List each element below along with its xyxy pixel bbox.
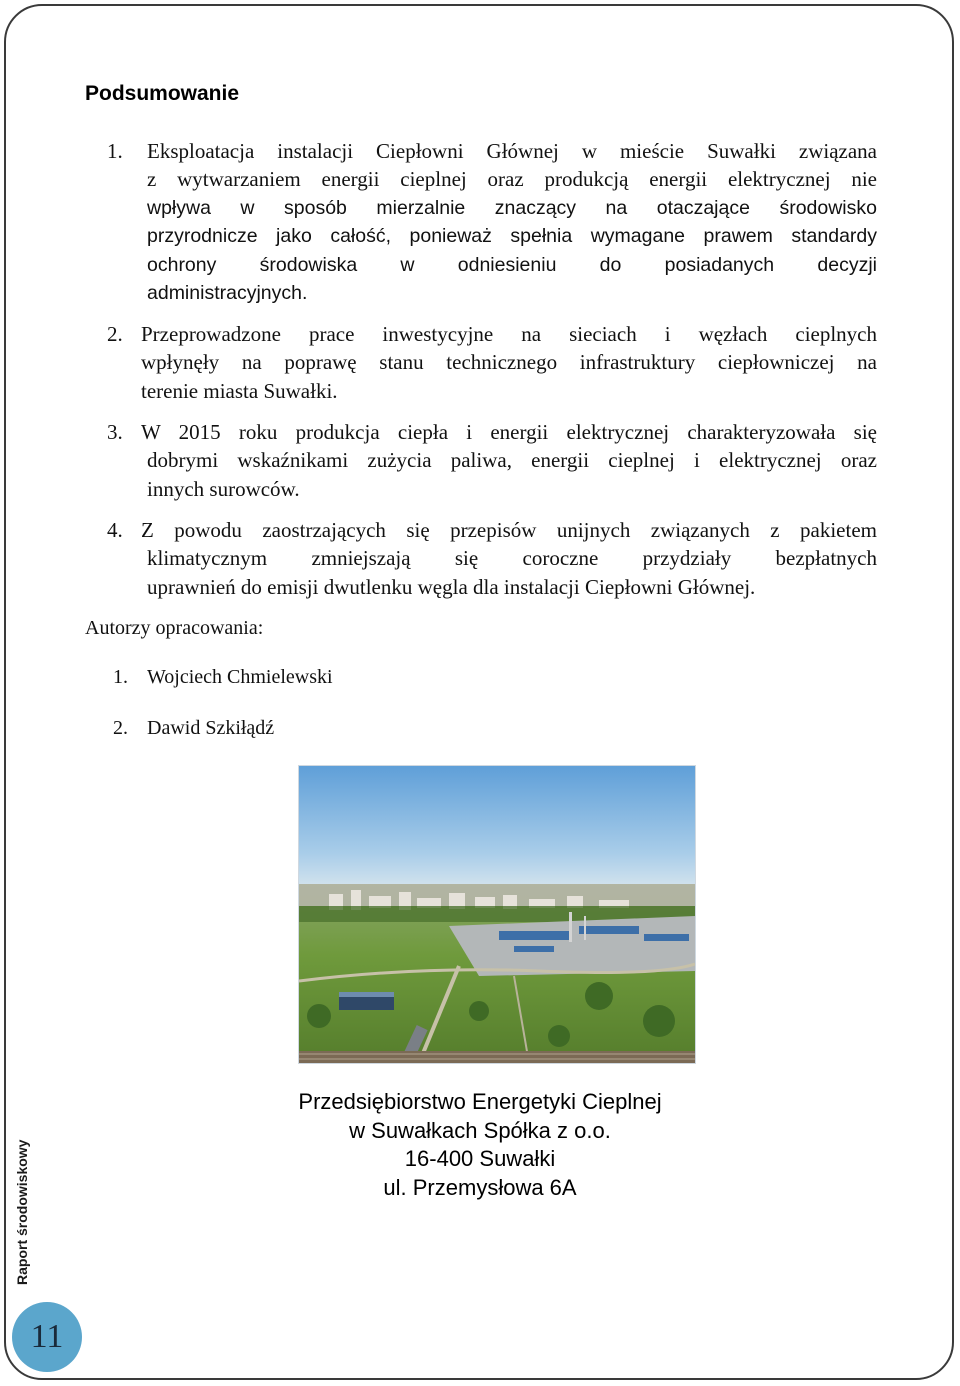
summary-item-3 <box>107 418 877 504</box>
company-address <box>230 1088 730 1202</box>
page-number-badge <box>12 1302 82 1372</box>
summary-item-1 <box>107 137 877 309</box>
item-number: 1. <box>107 139 123 163</box>
aerial-photo-illustration <box>299 766 695 1063</box>
item-line: z wytwarzaniem energii cieplnej oraz produkcją energii elektrycznej nie <box>147 167 877 192</box>
page-number: 11 <box>30 1318 64 1355</box>
company-name: Przedsiębiorstwo Energetyki Cieplnej <box>298 1089 662 1114</box>
item-line: dobrymi wskaźnikami zużycia paliwa, energii cieplnej i elektrycznej oraz <box>147 448 877 473</box>
authors-label: Autorzy opracowania: <box>85 617 264 639</box>
author-1 <box>113 666 333 689</box>
company-location: w Suwałkach Spółka z o.o. <box>349 1117 611 1143</box>
item-number: 2. <box>107 322 123 346</box>
author-number: 2. <box>113 717 128 739</box>
item-line: wpływa w sposób mierzalnie znaczący na otaczające środowisko <box>147 196 877 219</box>
section-heading: Podsumowanie <box>85 82 240 105</box>
company-postal: 16-400 Suwałki <box>404 1146 556 1171</box>
summary-item-2 <box>107 320 877 406</box>
aerial-city-photo <box>298 765 696 1064</box>
item-line: wpłynęły na poprawę stanu technicznego infrastruktury ciepłowniczej na <box>141 350 877 375</box>
item-line: przyrodnicze jako całość, ponieważ spełnia wymagane prawem standardy <box>147 225 877 248</box>
item-line: terenie miasta Suwałki. <box>141 378 338 403</box>
item-line: Przeprowadzone prace inwestycyjne na sieciach i węzłach cieplnych <box>141 322 877 346</box>
item-line: Z powodu zaostrzających się przepisów unijnych związanych z pakietem <box>141 518 877 542</box>
company-street: ul. Przemysłowa 6A <box>383 1174 577 1200</box>
author-name: Wojciech Chmielewski <box>147 666 333 688</box>
author-name: Dawid Szkiłądź <box>147 717 275 739</box>
item-line: klimatycznym zmniejszają się coroczne przydziały bezpłatnych <box>147 546 877 571</box>
item-line: uprawnień do emisji dwutlenku węgla dla instalacji Ciepłowni Głównej. <box>147 574 756 599</box>
report-side-label: Raport środowiskowy <box>14 1139 30 1285</box>
author-number: 1. <box>113 666 128 688</box>
item-number: 4. <box>107 518 123 542</box>
author-2 <box>113 717 274 740</box>
item-line: innych surowców. <box>147 476 300 501</box>
summary-item-4 <box>107 516 877 602</box>
item-line: ochrony środowiska w odniesieniu do posiadanych decyzji <box>147 253 877 276</box>
item-line: administracyjnych. <box>147 282 308 304</box>
item-line: W 2015 roku produkcja ciepła i energii elektrycznej charakteryzowała się <box>141 420 877 444</box>
item-number: 3. <box>107 420 123 444</box>
item-line: Eksploatacja instalacji Ciepłowni Głównej w mieście Suwałki związana <box>147 139 877 163</box>
